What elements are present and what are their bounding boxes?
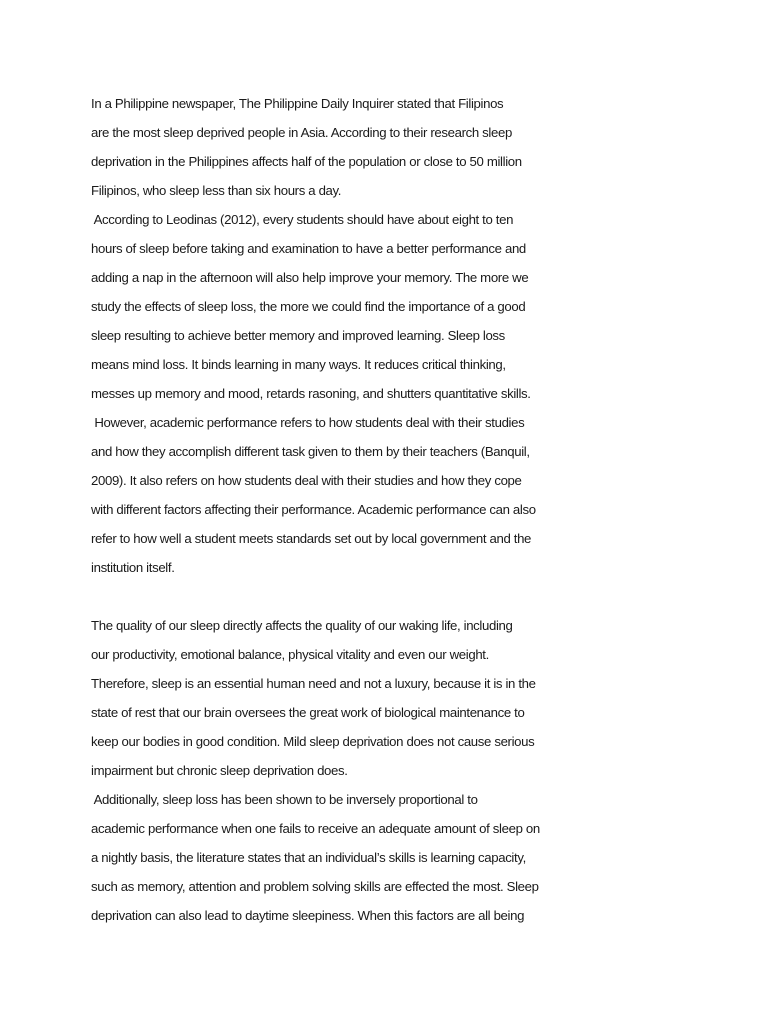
text-line: Therefore, sleep is an essential human need and not a luxury, because it is in the	[91, 676, 536, 691]
text-line: deprivation in the Philippines affects half of the population or close to 50 million	[91, 154, 522, 169]
text-line: our productivity, emotional balance, physical vitality and even our weight.	[91, 647, 489, 662]
text-line: such as memory, attention and problem solving skills are effected the most. Sleep	[91, 879, 539, 894]
text-line: messes up memory and mood, retards rasoning, and shutters quantitative skills.	[91, 386, 531, 401]
paragraph	[91, 408, 561, 582]
text-line: with different factors affecting their performance. Academic performance can also	[91, 502, 536, 517]
text-line: adding a nap in the afternoon will also help improve your memory. The more we	[91, 270, 529, 285]
text-line: In a Philippine newspaper, The Philippine Daily Inquirer stated that Filipinos	[91, 96, 504, 111]
text-line: are the most sleep deprived people in Asia. According to their research sleep	[91, 125, 512, 140]
paragraph	[91, 205, 561, 408]
text-line: a nightly basis, the literature states that an individual’s skills is learning capacity,	[91, 850, 526, 865]
text-line: state of rest that our brain oversees the great work of biological maintenance to	[91, 705, 525, 720]
text-line: institution itself.	[91, 560, 175, 575]
text-line: refer to how well a student meets standards set out by local government and the	[91, 531, 532, 546]
document-body	[91, 89, 561, 930]
text-line: impairment but chronic sleep deprivation does.	[91, 763, 348, 778]
paragraph	[91, 89, 561, 205]
text-line: study the effects of sleep loss, the more we could find the importance of a good	[91, 299, 526, 314]
text-line: The quality of our sleep directly affects the quality of our waking life, including	[91, 618, 513, 633]
text-line: keep our bodies in good condition. Mild sleep deprivation does not cause serious	[91, 734, 535, 749]
text-line: deprivation can also lead to daytime sleepiness. When this factors are all being	[91, 908, 525, 923]
text-line: sleep resulting to achieve better memory and improved learning. Sleep loss	[91, 328, 505, 343]
text-line: According to Leodinas (2012), every students should have about eight to ten	[91, 212, 514, 227]
text-line: Additionally, sleep loss has been shown to be inversely proportional to	[91, 792, 478, 807]
text-line: and how they accomplish different task given to them by their teachers (Banquil,	[91, 444, 530, 459]
text-line: However, academic performance refers to how students deal with their studies	[91, 415, 525, 430]
paragraph	[91, 785, 561, 930]
text-line: means mind loss. It binds learning in many ways. It reduces critical thinking,	[91, 357, 506, 372]
text-line: hours of sleep before taking and examination to have a better performance and	[91, 241, 526, 256]
text-line: 2009). It also refers on how students deal with their studies and how they cope	[91, 473, 522, 488]
paragraph	[91, 611, 561, 785]
text-line: Filipinos, who sleep less than six hours a day.	[91, 183, 342, 198]
paragraph-spacer	[91, 582, 561, 611]
text-line: academic performance when one fails to receive an adequate amount of sleep on	[91, 821, 540, 836]
